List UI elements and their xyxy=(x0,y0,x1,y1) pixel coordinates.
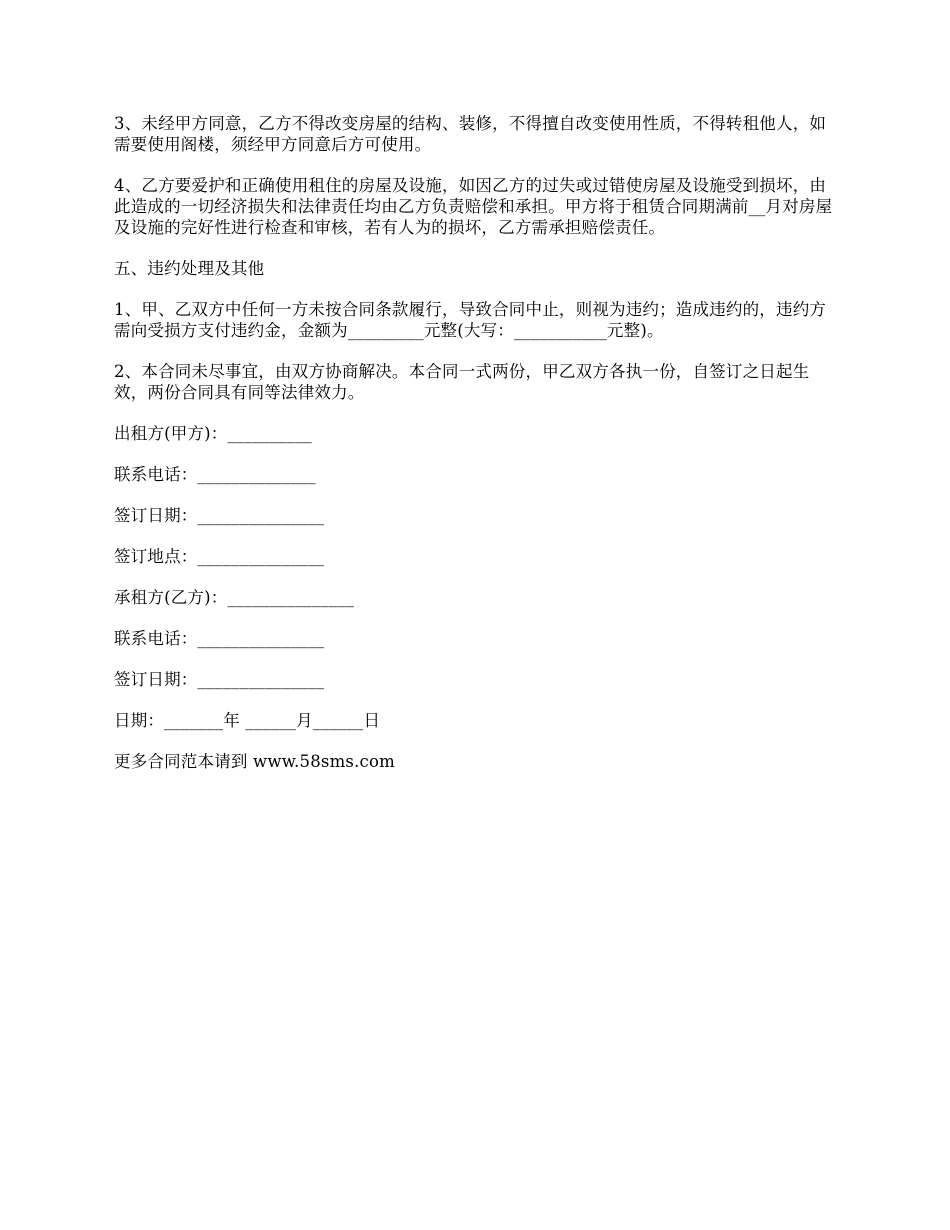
lessor-phone-field: 联系电话：______________ xyxy=(114,465,316,484)
lessee-sign-date-field: 签订日期：_______________ xyxy=(114,670,325,689)
clause-3: 3、未经甲方同意，乙方不得改变房屋的结构、装修，不得擅自改变使用性质，不得转租他人，如需要使用阁楼，须经甲方同意后方可使用。 xyxy=(114,114,827,154)
footer-note: 更多合同范本请到 www.58sms.com xyxy=(114,752,395,771)
lessor-sign-date-field: 签订日期：_______________ xyxy=(114,506,325,525)
section-5-heading: 五、违约处理及其他 xyxy=(114,259,265,278)
lessor-field: 出租方(甲方)：__________ xyxy=(114,424,312,443)
clause-5-1: 1、甲、乙双方中任何一方未按合同条款履行，导致合同中止，则视为违约；造成违约的，违约方需向受损方支付违约金，金额为_________元整(大写：___________元整)。 xyxy=(114,300,827,340)
lessee-phone-field: 联系电话：_______________ xyxy=(114,629,325,648)
date-line: 日期：_______年 ______月______日 xyxy=(114,711,381,730)
clause-4: 4、乙方要爱护和正确使用租住的房屋及设施，如因乙方的过失或过错使房屋及设施受到损坏，由此造成的一切经济损失和法律责任均由乙方负责赔偿和承担。甲方将于租赁合同期满前__月对房屋及设施的完好性进行检查和审核，若有人为的损坏，乙方需承担赔偿责任。 xyxy=(114,176,833,237)
lessee-field: 承租方(乙方)：_______________ xyxy=(114,588,355,607)
sign-place-field: 签订地点：_______________ xyxy=(114,547,325,566)
clause-5-2: 2、本合同未尽事宜，由双方协商解决。本合同一式两份，甲乙双方各执一份，自签订之日起生效，两份合同具有同等法律效力。 xyxy=(114,362,810,402)
document-page xyxy=(114,113,839,792)
